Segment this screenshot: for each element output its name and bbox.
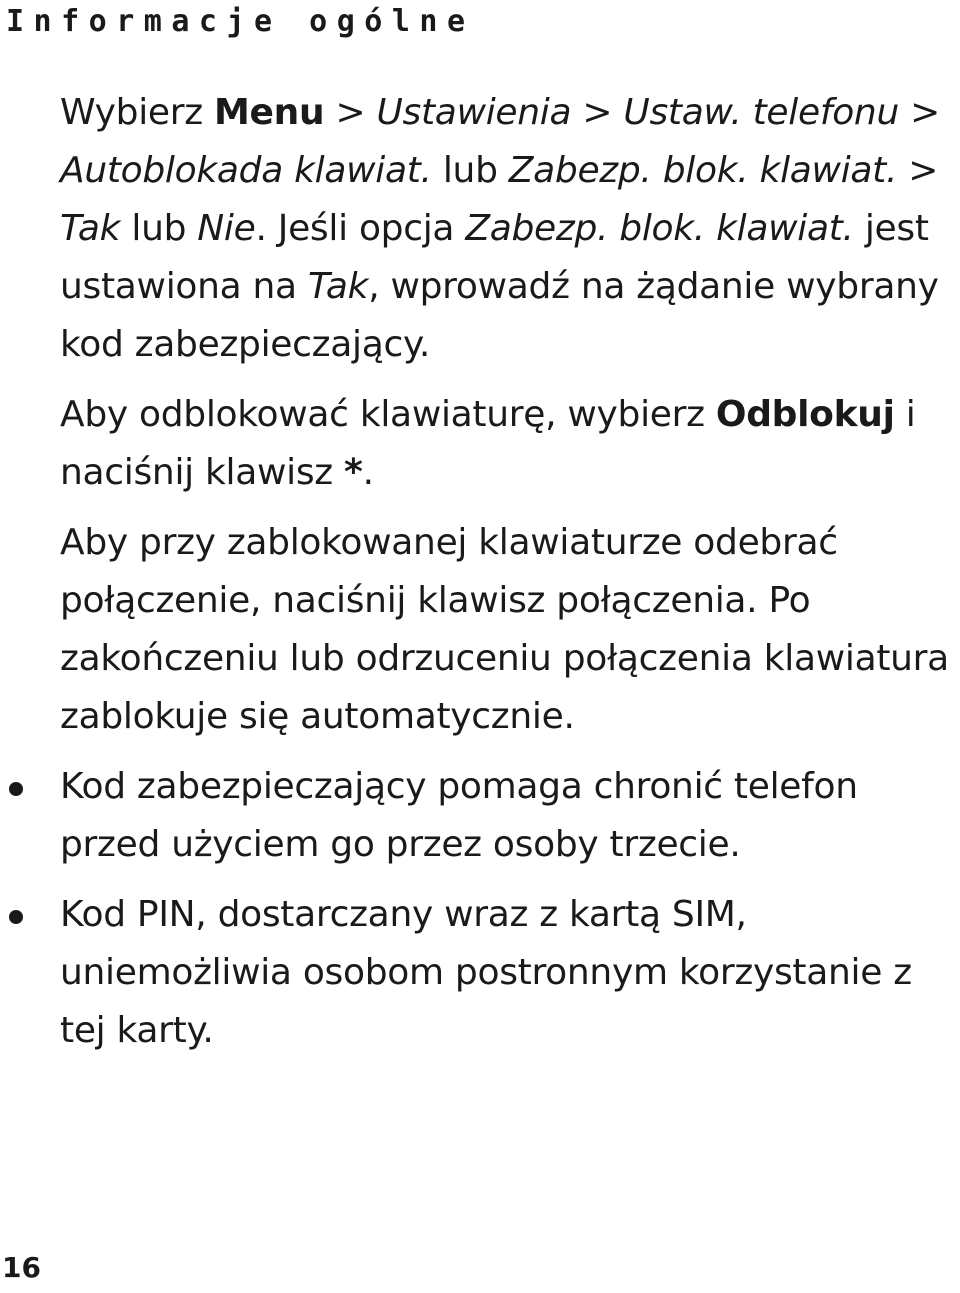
secure-lock-term: Zabezp. blok. klawiat.	[465, 208, 854, 249]
text-run: Aby odblokować klawiaturę, wybierz	[60, 394, 716, 435]
text-run: >	[324, 92, 377, 133]
text-run: lub	[120, 208, 198, 249]
no-term: Nie	[197, 208, 256, 249]
text-run: lub	[431, 150, 509, 191]
text-run: >	[571, 92, 624, 133]
text-run: Wybierz	[60, 92, 215, 133]
menu-term: Menu	[214, 92, 325, 133]
unlock-term: Odblokuj	[715, 394, 895, 435]
yes-term: Tak	[60, 208, 121, 249]
list-item-text: Kod PIN, dostarczany wraz z kartą SIM, uniemożliwia osobom postronnym korzystanie z tej karty.	[60, 894, 912, 1051]
page-number: 16	[2, 1251, 41, 1284]
text-run: . Jeśli opcja	[255, 208, 466, 249]
star-key-term: *	[344, 452, 363, 493]
list-item-text: Kod zabezpieczający pomaga chronić telefon przed użyciem go przez osoby trzecie.	[60, 766, 858, 865]
section-header: Informacje ogólne	[6, 4, 475, 39]
autolock-term: Autoblokada klawiat.	[60, 150, 432, 191]
text-run: jest ustawiona na	[60, 208, 929, 307]
bullet-icon	[9, 910, 23, 924]
settings-term: Ustawienia	[376, 92, 572, 133]
answer-call-paragraph: Aby przy zablokowanej klawiaturze odebrać połączenie, naciśnij klawisz połączenia. Po zakończeniu lub odrzuceniu połączenia klawiatura zablokuje się automatycznie.	[60, 522, 949, 737]
text-run: >	[898, 92, 940, 133]
page-content	[60, 84, 955, 1060]
yes-term: Tak	[307, 266, 369, 307]
text-run: , wprowadź na żądanie wybrany kod zabezpieczający.	[60, 266, 939, 365]
phone-settings-term: Ustaw. telefonu	[623, 92, 899, 133]
text-run: >	[897, 150, 939, 191]
unlock-paragraph	[60, 386, 955, 502]
text-run: .	[362, 452, 374, 493]
bullet-icon	[9, 782, 23, 796]
list-item	[60, 758, 955, 874]
secure-lock-term: Zabezp. blok. klawiat.	[508, 150, 898, 191]
text-run: i naciśnij klawisz	[60, 394, 916, 493]
menu-path-paragraph	[60, 84, 955, 374]
list-item	[60, 886, 955, 1060]
